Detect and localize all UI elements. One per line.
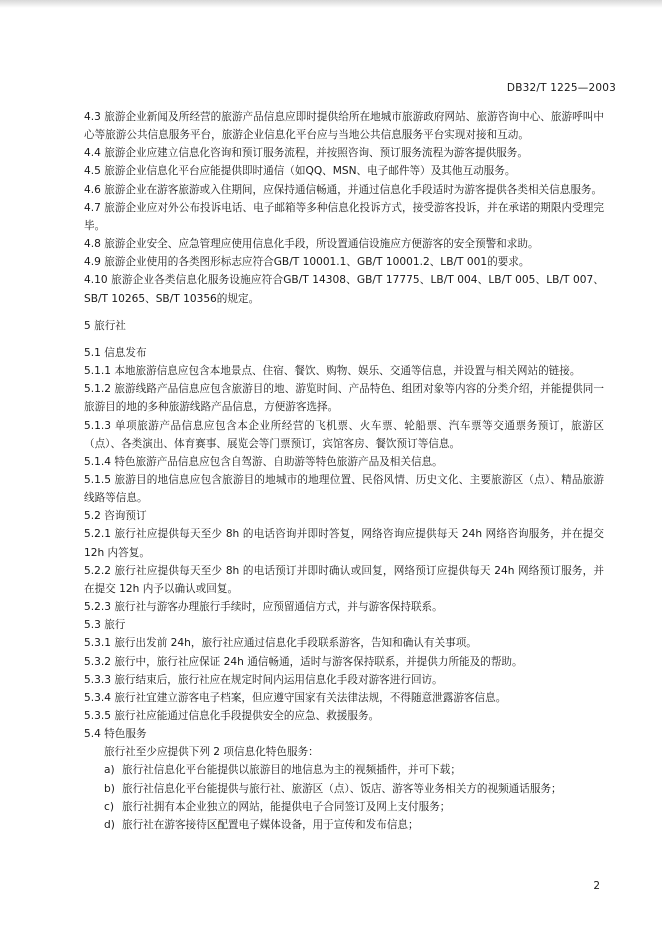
section-5-4-heading: 5.4 特色服务: [84, 728, 147, 741]
list-item-text: 旅行社信息化平台能提供与旅行社、旅游区（点）、饭店、游客等业务相关方的视频通话服务；: [122, 782, 562, 795]
clause-5-1-4: 5.1.4 特色旅游产品信息应包含自驾游、自助游等特色旅游产品及相关信息。: [84, 455, 443, 468]
list-item-text: 旅行社拥有本企业独立的网站，能提供电子合同签订及网上支付服务；: [122, 800, 451, 813]
list-item-label: d): [104, 818, 115, 831]
clause-5-2-3: 5.2.3 旅行社与游客办理旅行手续时，应预留通信方式，并与游客保持联系。: [84, 601, 443, 614]
clause-5-2-1: 5.2.1 旅行社应提供每天至少 8h 的电话咨询并即时答复，网络咨询应提供每天 24h 网络咨询服务，并在提交 12h 内答复。: [84, 528, 604, 559]
clause-5-3-3: 5.3.3 旅行结束后，旅行社应在规定时间内运用信息化手段对游客进行回访。: [84, 673, 443, 686]
clause-4-3: 4.3 旅游企业新闻及所经营的旅游产品信息应即时提供给所在地城市旅游政府网站、旅游咨询中心、旅游呼叫中心等旅游公共信息服务平台，旅游企业信息化平台应与当地公共信息服务平台实现对接和互动。: [84, 111, 604, 142]
clause-4-7: 4.7 旅游企业应对外公布投诉电话、电子邮箱等多种信息化投诉方式，接受游客投诉，并在承诺的期限内受理完毕。: [84, 201, 604, 232]
chapter-5-heading: 5 旅行社: [84, 319, 126, 332]
list-item-label: c): [104, 800, 114, 813]
section-5-1-heading: 5.1 信息发布: [84, 346, 147, 359]
special-services-intro: 旅行社至少应提供下列 2 项信息化特色服务：: [104, 746, 319, 759]
clause-5-1-1: 5.1.1 本地旅游信息应包含本地景点、住宿、餐饮、购物、娱乐、交通等信息，并设置与相关网站的链接。: [84, 365, 581, 378]
clause-5-3-2: 5.3.2 旅行中，旅行社应保证 24h 通信畅通，适时与游客保持联系，并提供力所能及的帮助。: [84, 655, 523, 668]
document-body: [84, 108, 604, 834]
clause-5-3-4: 5.3.4 旅行社宜建立游客电子档案，但应遵守国家有关法律法规，不得随意泄露游客信息。: [84, 691, 507, 704]
list-item: [104, 798, 604, 816]
clause-5-3-5: 5.3.5 旅行社应能通过信息化手段提供安全的应急、救援服务。: [84, 710, 380, 722]
section-5-2-heading: 5.2 咨询预订: [84, 510, 147, 523]
clause-5-3-1: 5.3.1 旅行出发前 24h，旅行社应通过信息化手段联系游客，告知和确认有关事项。: [84, 637, 477, 650]
list-item-label: b): [104, 782, 115, 795]
clause-5-2-2: 5.2.2 旅行社应提供每天至少 8h 的电话预订并即时确认或回复，网络预订应提供每天 24h 网络预订服务，并在提交 12h 内予以确认或回复。: [84, 564, 604, 595]
clause-5-1-3: 5.1.3 单项旅游产品信息应包含本企业所经营的飞机票、火车票、轮船票、汽车票等交通票务预订，旅游区（点）、各类演出、体育赛事、展览会等门票预订，宾馆客房、餐饮预订等信息。: [84, 419, 604, 450]
list-item: [104, 761, 604, 779]
list-item-text: 旅行社信息化平台能提供以旅游目的地信息为主的视频插件，并可下载；: [122, 764, 461, 777]
list-item-text: 旅行社在游客接待区配置电子媒体设备，用于宣传和发布信息；: [122, 818, 419, 831]
section-5-3-heading: 5.3 旅行: [84, 619, 126, 632]
scan-edge: [0, 0, 662, 8]
clause-5-1-2: 5.1.2 旅游线路产品信息应包含旅游目的地、游览时间、产品特色、组团对象等内容的分类介绍，并能提供同一旅游目的地的多种旅游线路产品信息，方便游客选择。: [84, 383, 604, 414]
list-item-label: a): [104, 764, 115, 777]
special-services-list: [84, 743, 604, 834]
clause-4-8: 4.8 旅游企业安全、应急管理应使用信息化手段，所设置通信设施应方便游客的安全预警和求助。: [84, 238, 539, 251]
list-item: [104, 816, 604, 834]
clause-5-1-5: 5.1.5 旅游目的地信息应包含旅游目的地城市的地理位置、民俗风情、历史文化、主要旅游区（点）、精品旅游线路等信息。: [84, 473, 604, 505]
document-code: DB32/T 1225—2003: [506, 82, 616, 94]
clause-4-10: 4.10 旅游企业各类信息化服务设施应符合GB/T 14308、GB/T 17775、LB/T 004、LB/T 005、LB/T 007、SB/T 10265、SB/T 10356的规定。: [84, 274, 604, 305]
clause-4-6: 4.6 旅游企业在游客旅游或入住期间，应保持通信畅通，并通过信息化手段适时为游客提供各类相关信息服务。: [84, 183, 603, 196]
list-item: [104, 780, 604, 798]
clause-4-9: 4.9 旅游企业使用的各类图形标志应符合GB/T 10001.1、GB/T 10001.2、LB/T 001的要求。: [84, 256, 530, 269]
clause-4-5: 4.5 旅游企业信息化平台应能提供即时通信（如QQ、MSN、电子邮件等）及其他互动服务。: [84, 165, 516, 178]
clause-4-4: 4.4 旅游企业应建立信息化咨询和预订服务流程，并按照咨询、预订服务流程为游客提供服务。: [84, 147, 528, 160]
page-number: 2: [593, 880, 600, 892]
